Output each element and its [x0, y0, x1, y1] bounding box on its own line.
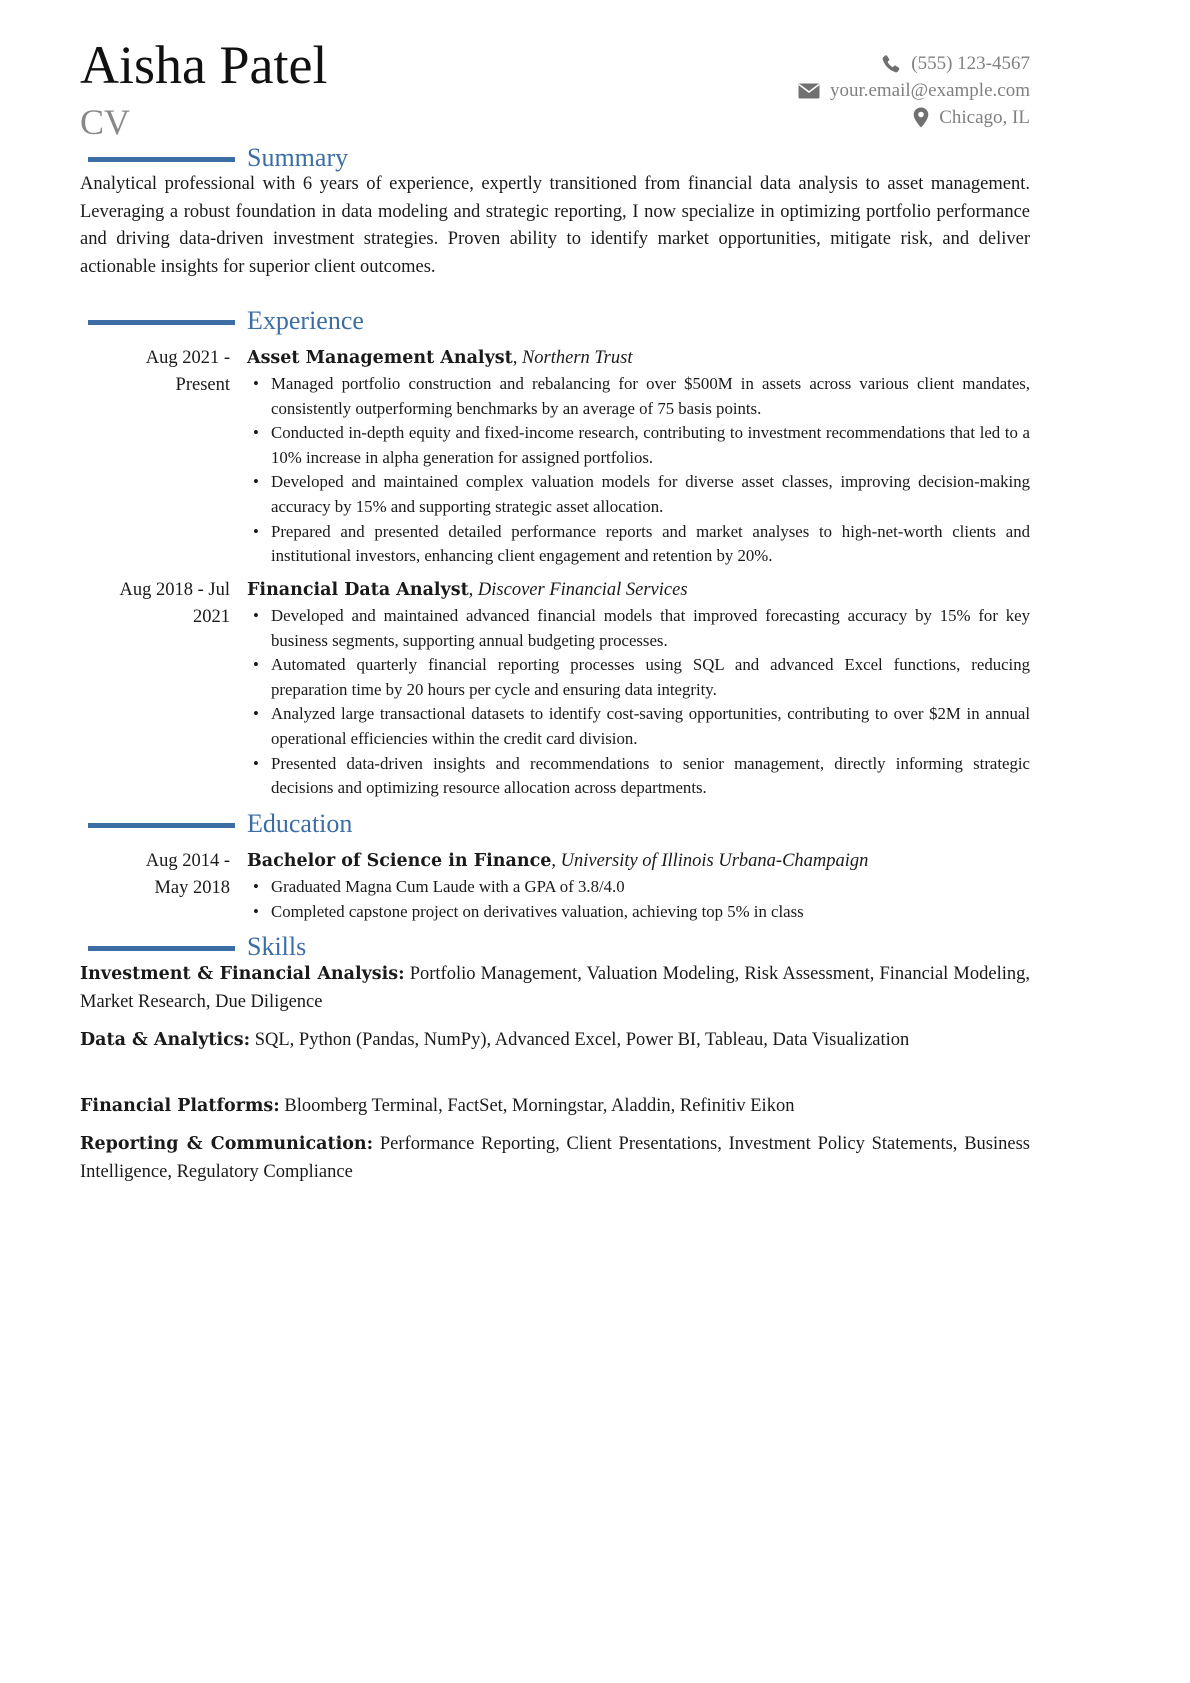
skill-group	[80, 1131, 1030, 1186]
skill-group	[80, 961, 1030, 1016]
separator: ,	[468, 580, 478, 600]
section-rule	[88, 157, 235, 162]
entry-heading	[247, 577, 1030, 604]
candidate-name: Aisha Patel	[80, 35, 328, 95]
date-range-end: 2021	[193, 607, 230, 627]
separator: ,	[551, 851, 561, 871]
section-rule	[88, 823, 235, 828]
email-address[interactable]: your.email@example.com	[829, 79, 1030, 101]
skill-group	[80, 1093, 1030, 1121]
section-title: Experience	[247, 306, 364, 335]
list-item: • Managed portfolio construction and rebalancing for over $500M in assets across various client mandates, consistently outperforming benchmarks by an average of 75 basis points.	[247, 372, 1030, 421]
skill-group	[80, 1027, 1030, 1055]
section-rule	[88, 320, 235, 325]
skill-category: Investment & Financial Analysis:	[80, 964, 405, 984]
location-text: Chicago, IL	[939, 106, 1030, 128]
skill-category: Financial Platforms:	[80, 1096, 280, 1116]
date-range-end: May 2018	[154, 878, 230, 898]
section-title: Education	[247, 809, 353, 838]
map-marker-icon	[913, 107, 929, 128]
entry-body	[247, 345, 1030, 569]
separator: ,	[512, 348, 522, 368]
employer-name: Northern Trust	[521, 348, 633, 368]
document-subtitle: CV	[80, 102, 131, 142]
entry-body	[247, 848, 1030, 924]
bullet-list	[247, 604, 1030, 801]
bullet-list	[247, 372, 1030, 569]
section-education-heading	[0, 809, 1100, 839]
entry-dates	[30, 345, 230, 399]
entry-dates	[30, 577, 230, 631]
skill-list: Portfolio Management, Valuation Modeling, Risk Assessment, Financial Modeling, Market Research, Due Diligence	[80, 964, 1030, 1012]
list-item: • Presented data-driven insights and recommendations to senior management, directly informing strategic decisions and optimizing resource allocation across departments.	[247, 752, 1030, 801]
section-title: Skills	[247, 932, 307, 961]
summary-text: Analytical professional with 6 years of experience, expertly transitioned from financial data analysis to asset management. Leveraging a robust foundation in data modeling and strategic reporting, I now specialize in optimizing portfolio performance and driving data-driven investment strategies. Proven ability to identify market opportunities, mitigate risk, and deliver actionable insights for superior client outcomes.	[80, 174, 1030, 277]
entry-body	[247, 577, 1030, 801]
phone-number[interactable]: (555) 123-4567	[911, 52, 1030, 74]
list-item: • Developed and maintained complex valuation models for diverse asset classes, improving decision-making accuracy by 15% and supporting strategic asset allocation.	[247, 470, 1030, 519]
section-experience-heading	[0, 306, 1100, 336]
contact-email	[798, 77, 1030, 104]
section-summary-heading	[0, 143, 1100, 173]
date-range-start: Aug 2014 -	[145, 851, 230, 871]
list-item: • Completed capstone project on derivatives valuation, achieving top 5% in class	[247, 900, 1030, 925]
skill-list: Bloomberg Terminal, FactSet, Morningstar, Aladdin, Refinitiv Eikon	[284, 1096, 795, 1116]
employer-name: Discover Financial Services	[477, 580, 688, 600]
skill-list: Performance Reporting, Client Presentations, Investment Policy Statements, Business Intelligence, Regulatory Compliance	[80, 1134, 1030, 1182]
list-item: • Automated quarterly financial reporting processes using SQL and advanced Excel functions, reducing preparation time by 20 hours per cycle and ensuring data integrity.	[247, 653, 1030, 702]
bullet-list	[247, 875, 1030, 924]
entry-heading	[247, 345, 1030, 372]
institution-name: University of Illinois Urbana-Champaign	[560, 851, 869, 871]
contact-location	[798, 104, 1030, 131]
list-item: • Graduated Magna Cum Laude with a GPA of 3.8/4.0	[247, 875, 1030, 900]
date-range-start: Aug 2021 -	[145, 348, 230, 368]
job-title: Financial Data Analyst	[247, 580, 469, 600]
job-title: Asset Management Analyst	[247, 348, 513, 368]
entry-dates	[30, 848, 230, 902]
contact-block	[798, 50, 1030, 131]
date-range-end: Present	[175, 375, 230, 395]
date-range-start: Aug 2018 - Jul	[119, 580, 230, 600]
degree-title: Bachelor of Science in Finance	[247, 851, 552, 871]
skill-list: SQL, Python (Pandas, NumPy), Advanced Excel, Power BI, Tableau, Data Visualization	[254, 1030, 910, 1050]
section-rule	[88, 946, 235, 951]
envelope-icon	[798, 83, 820, 99]
skill-category: Data & Analytics:	[80, 1030, 251, 1050]
list-item: • Analyzed large transactional datasets to identify cost-saving opportunities, contributing to over $2M in annual operational efficiencies within the credit card division.	[247, 702, 1030, 751]
list-item: • Prepared and presented detailed performance reports and market analyses to high-net-worth clients and institutional investors, enhancing client engagement and retention by 20%.	[247, 520, 1030, 569]
list-item: • Conducted in-depth equity and fixed-income research, contributing to investment recommendations that led to a 10% increase in alpha generation for assigned portfolios.	[247, 421, 1030, 470]
section-skills-heading	[0, 932, 1100, 962]
entry-heading	[247, 848, 1030, 875]
section-title: Summary	[247, 143, 349, 172]
contact-phone	[798, 50, 1030, 77]
phone-icon	[881, 54, 901, 74]
skill-category: Reporting & Communication:	[80, 1134, 374, 1154]
list-item: • Developed and maintained advanced financial models that improved forecasting accuracy by 15% for key business segments, supporting annual budgeting processes.	[247, 604, 1030, 653]
